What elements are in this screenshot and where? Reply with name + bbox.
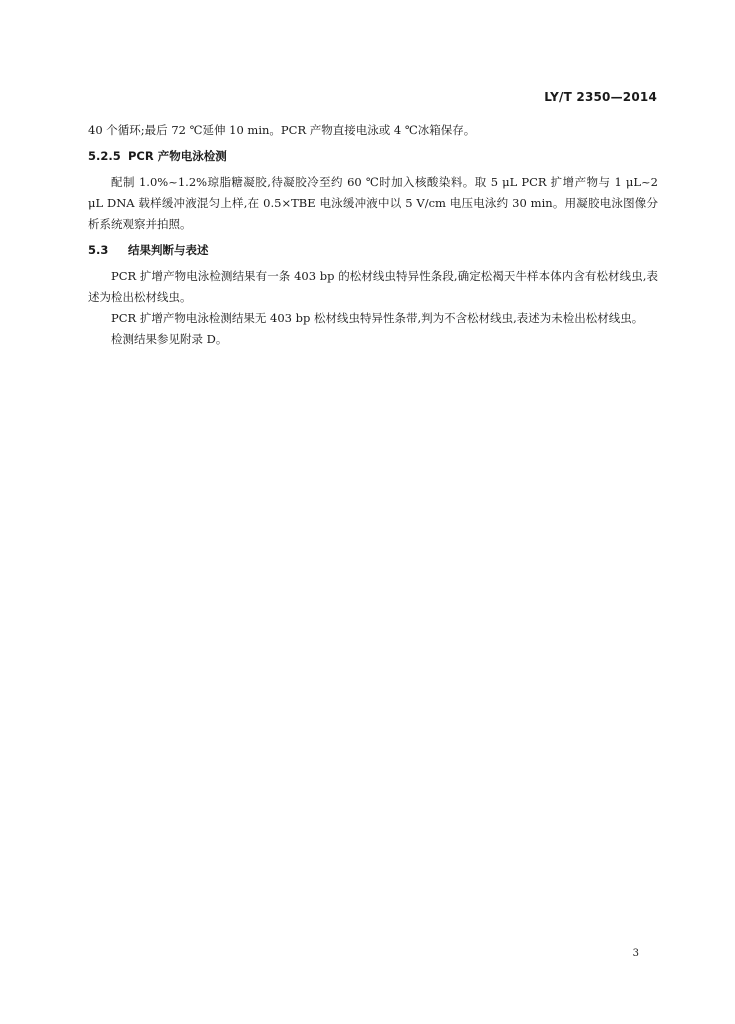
section-number: 5.3 — [88, 243, 109, 257]
section-number: 5.2.5 — [88, 149, 121, 163]
section-5-3-heading — [88, 240, 658, 261]
appendix-reference-paragraph: 检测结果参见附录 D。 — [111, 332, 228, 346]
continuation-paragraph: 40 个循环;最后 72 ℃延伸 10 min。PCR 产物直接电泳或 4 ℃冰箱保存。 — [88, 123, 476, 137]
page-content — [88, 120, 658, 350]
section-5-2-5-heading — [88, 146, 658, 167]
negative-result-paragraph: PCR 扩增产物电泳检测结果无 403 bp 松材线虫特异性条带,判为不含松材线虫,表述为未检出松材线虫。 — [111, 311, 644, 325]
standard-code: LY/T 2350—2014 — [544, 90, 657, 104]
positive-result-paragraph: PCR 扩增产物电泳检测结果有一条 403 bp 的松材线虫特异性条段,确定松褐天牛样本体内含有松材线虫,表述为检出松材线虫。 — [88, 269, 658, 304]
section-title: PCR 产物电泳检测 — [128, 149, 227, 163]
section-title: 结果判断与表述 — [128, 243, 209, 257]
page-number: 3 — [632, 948, 639, 959]
electrophoresis-paragraph: 配制 1.0%~1.2%琼脂糖凝胶,待凝胶冷至约 60 ℃时加入核酸染料。取 5 μL PCR 扩增产物与 1 μL~2 μL DNA 载样缓冲液混匀上样,在 0.5×TBE 电泳缓冲液中以 5 V/cm 电压电泳约 30 min。用凝胶电泳图像分析系统观察并拍照。 — [88, 175, 658, 231]
